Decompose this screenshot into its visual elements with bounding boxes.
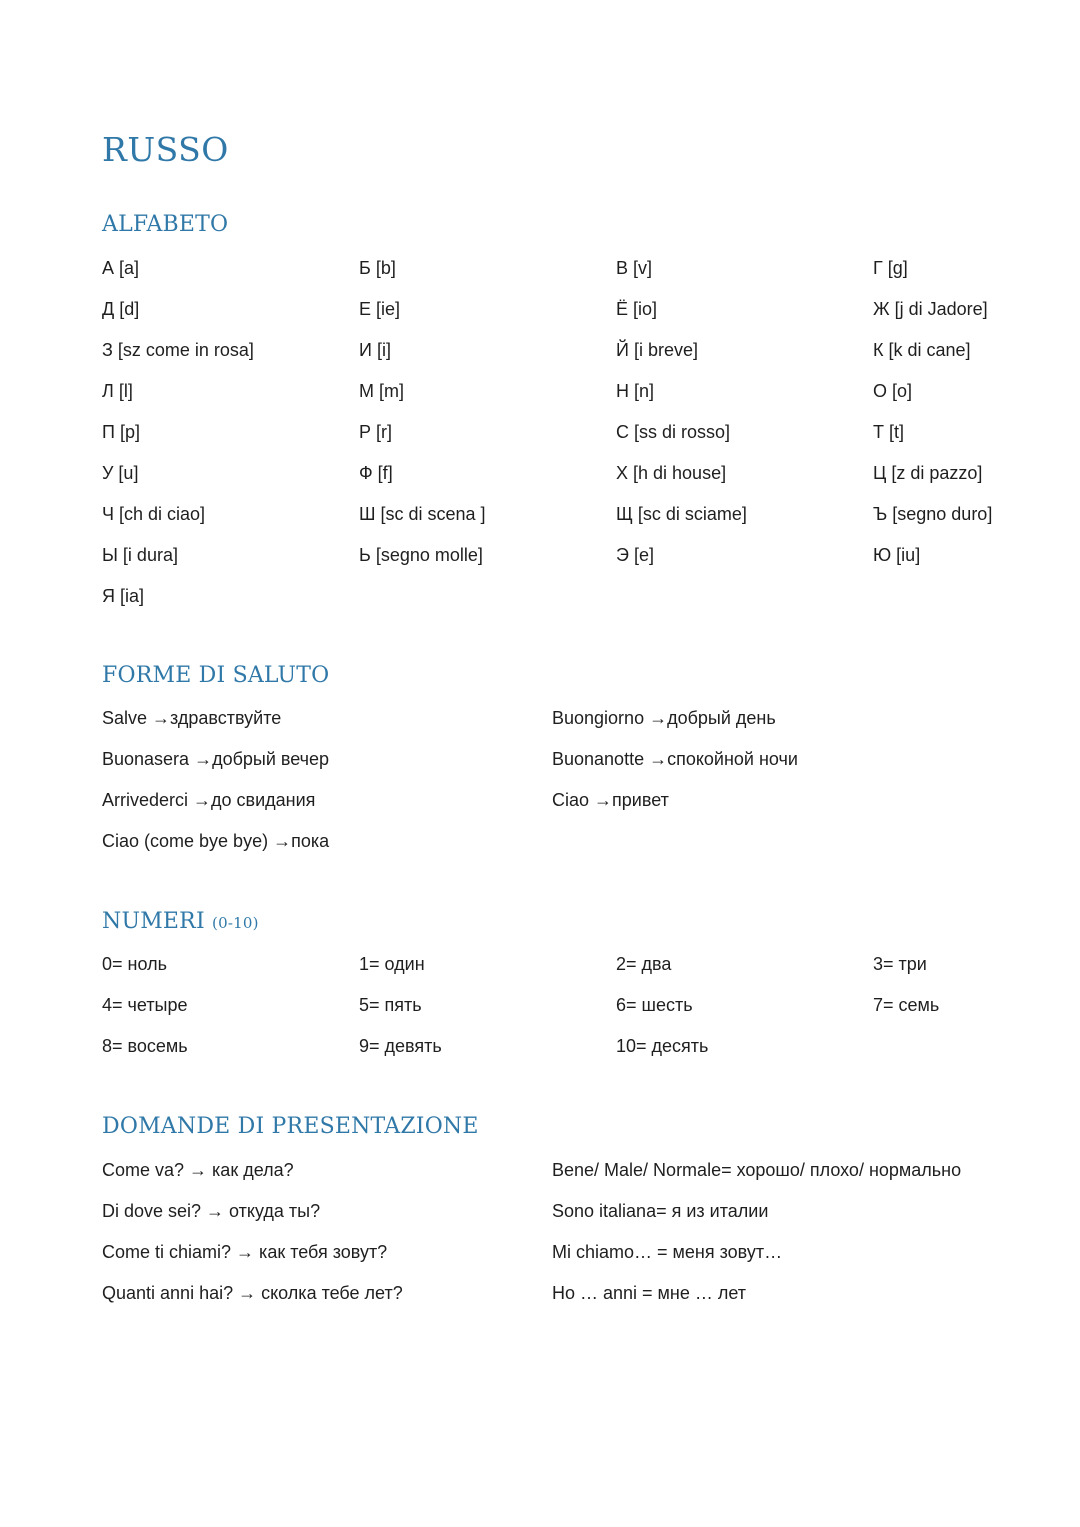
alphabet-letter: Н [n] bbox=[616, 381, 655, 401]
alphabet-letter: Б [b] bbox=[359, 258, 396, 278]
answer-item: Bene/ Male/ Normale= хорошо/ плохо/ нормально bbox=[552, 1160, 962, 1180]
questions-grid bbox=[102, 1158, 1052, 1322]
numeri-heading-text: NUMERI bbox=[102, 909, 205, 934]
numeri-heading-range: (0-10) bbox=[212, 914, 259, 932]
greeting-item: Buongiorno →добрый день bbox=[552, 708, 776, 728]
greeting-item: Buonasera →добрый вечер bbox=[102, 749, 330, 769]
numbers-grid bbox=[102, 952, 1073, 1075]
question-item: Come va? → как дела? bbox=[102, 1160, 294, 1180]
number-item: 0= ноль bbox=[102, 954, 167, 974]
number-item: 1= один bbox=[359, 954, 425, 974]
alphabet-letter: Ю [iu] bbox=[873, 545, 921, 565]
question-item: Come ti chiami? → как тебя зовут? bbox=[102, 1242, 388, 1262]
question-item: Di dove sei? → откуда ты? bbox=[102, 1201, 321, 1221]
alphabet-letter: Ф [f] bbox=[359, 463, 393, 483]
alphabet-letter: Й [i breve] bbox=[616, 340, 698, 360]
answer-item: Sono italiana= я из италии bbox=[552, 1201, 769, 1221]
alphabet-letter: С [ss di rosso] bbox=[616, 422, 731, 442]
alfabeto-heading: ALFABETO bbox=[102, 212, 229, 237]
answer-item: Ho … anni = мне … лет bbox=[552, 1283, 747, 1303]
question-item: Quanti anni hai? → сколка тебе лет? bbox=[102, 1283, 403, 1303]
alphabet-letter: Л [l] bbox=[102, 381, 133, 401]
greeting-item: Salve →здравствуйте bbox=[102, 708, 282, 728]
domande-heading: DOMANDE DI PRESENTAZIONE bbox=[102, 1114, 479, 1139]
greeting-item: Arrivederci →до свидания bbox=[102, 790, 316, 810]
number-item: 3= три bbox=[873, 954, 927, 974]
alphabet-grid bbox=[102, 256, 1073, 625]
greetings-grid bbox=[102, 706, 1052, 870]
number-item: 8= восемь bbox=[102, 1036, 188, 1056]
alphabet-letter: З [sz come in rosa] bbox=[102, 340, 254, 360]
alphabet-letter: Д [d] bbox=[102, 299, 140, 319]
greeting-item: Ciao →привет bbox=[552, 790, 669, 810]
alphabet-letter: Ъ [segno duro] bbox=[873, 504, 993, 524]
number-item: 5= пять bbox=[359, 995, 422, 1015]
alphabet-letter: Ч [ch di ciao] bbox=[102, 504, 206, 524]
alphabet-letter: Ё [io] bbox=[616, 299, 658, 319]
alphabet-letter: Ц [z di pazzo] bbox=[873, 463, 983, 483]
alphabet-letter: Э [e] bbox=[616, 545, 654, 565]
alphabet-letter: Р [r] bbox=[359, 422, 393, 442]
saluto-heading: FORME DI SALUTO bbox=[102, 663, 330, 688]
alphabet-letter: Т [t] bbox=[873, 422, 904, 442]
alphabet-letter: Щ [sc di sciame] bbox=[616, 504, 747, 524]
alphabet-letter: В [v] bbox=[616, 258, 653, 278]
alphabet-letter: К [k di cane] bbox=[873, 340, 971, 360]
alphabet-letter: Х [h di house] bbox=[616, 463, 727, 483]
number-item: 9= девять bbox=[359, 1036, 442, 1056]
alphabet-letter: Я [ia] bbox=[102, 586, 145, 606]
alphabet-letter: М [m] bbox=[359, 381, 404, 401]
number-item: 10= десять bbox=[616, 1036, 709, 1056]
answer-item: Mi chiamo… = меня зовут… bbox=[552, 1242, 783, 1262]
number-item: 4= четыре bbox=[102, 995, 188, 1015]
page-title: RUSSO bbox=[102, 130, 229, 169]
alphabet-letter: О [o] bbox=[873, 381, 913, 401]
greeting-item: Ciao (come bye bye) →пока bbox=[102, 831, 330, 851]
number-item: 7= семь bbox=[873, 995, 940, 1015]
alphabet-letter: Ш [sc di scena ] bbox=[359, 504, 486, 524]
number-item: 2= два bbox=[616, 954, 672, 974]
numeri-heading bbox=[102, 907, 259, 938]
alphabet-letter: А [a] bbox=[102, 258, 140, 278]
alphabet-letter: Г [g] bbox=[873, 258, 908, 278]
alphabet-letter: П [p] bbox=[102, 422, 140, 442]
alphabet-letter: Ы [i dura] bbox=[102, 545, 178, 565]
alphabet-letter: И [i] bbox=[359, 340, 391, 360]
alphabet-letter: Ж [j di Jadore] bbox=[873, 299, 988, 319]
alphabet-letter: Ь [segno molle] bbox=[359, 545, 483, 565]
alphabet-letter: У [u] bbox=[102, 463, 139, 483]
alphabet-letter: Е [ie] bbox=[359, 299, 401, 319]
greeting-item: Buonanotte →спокойной ночи bbox=[552, 749, 798, 769]
number-item: 6= шесть bbox=[616, 995, 693, 1015]
